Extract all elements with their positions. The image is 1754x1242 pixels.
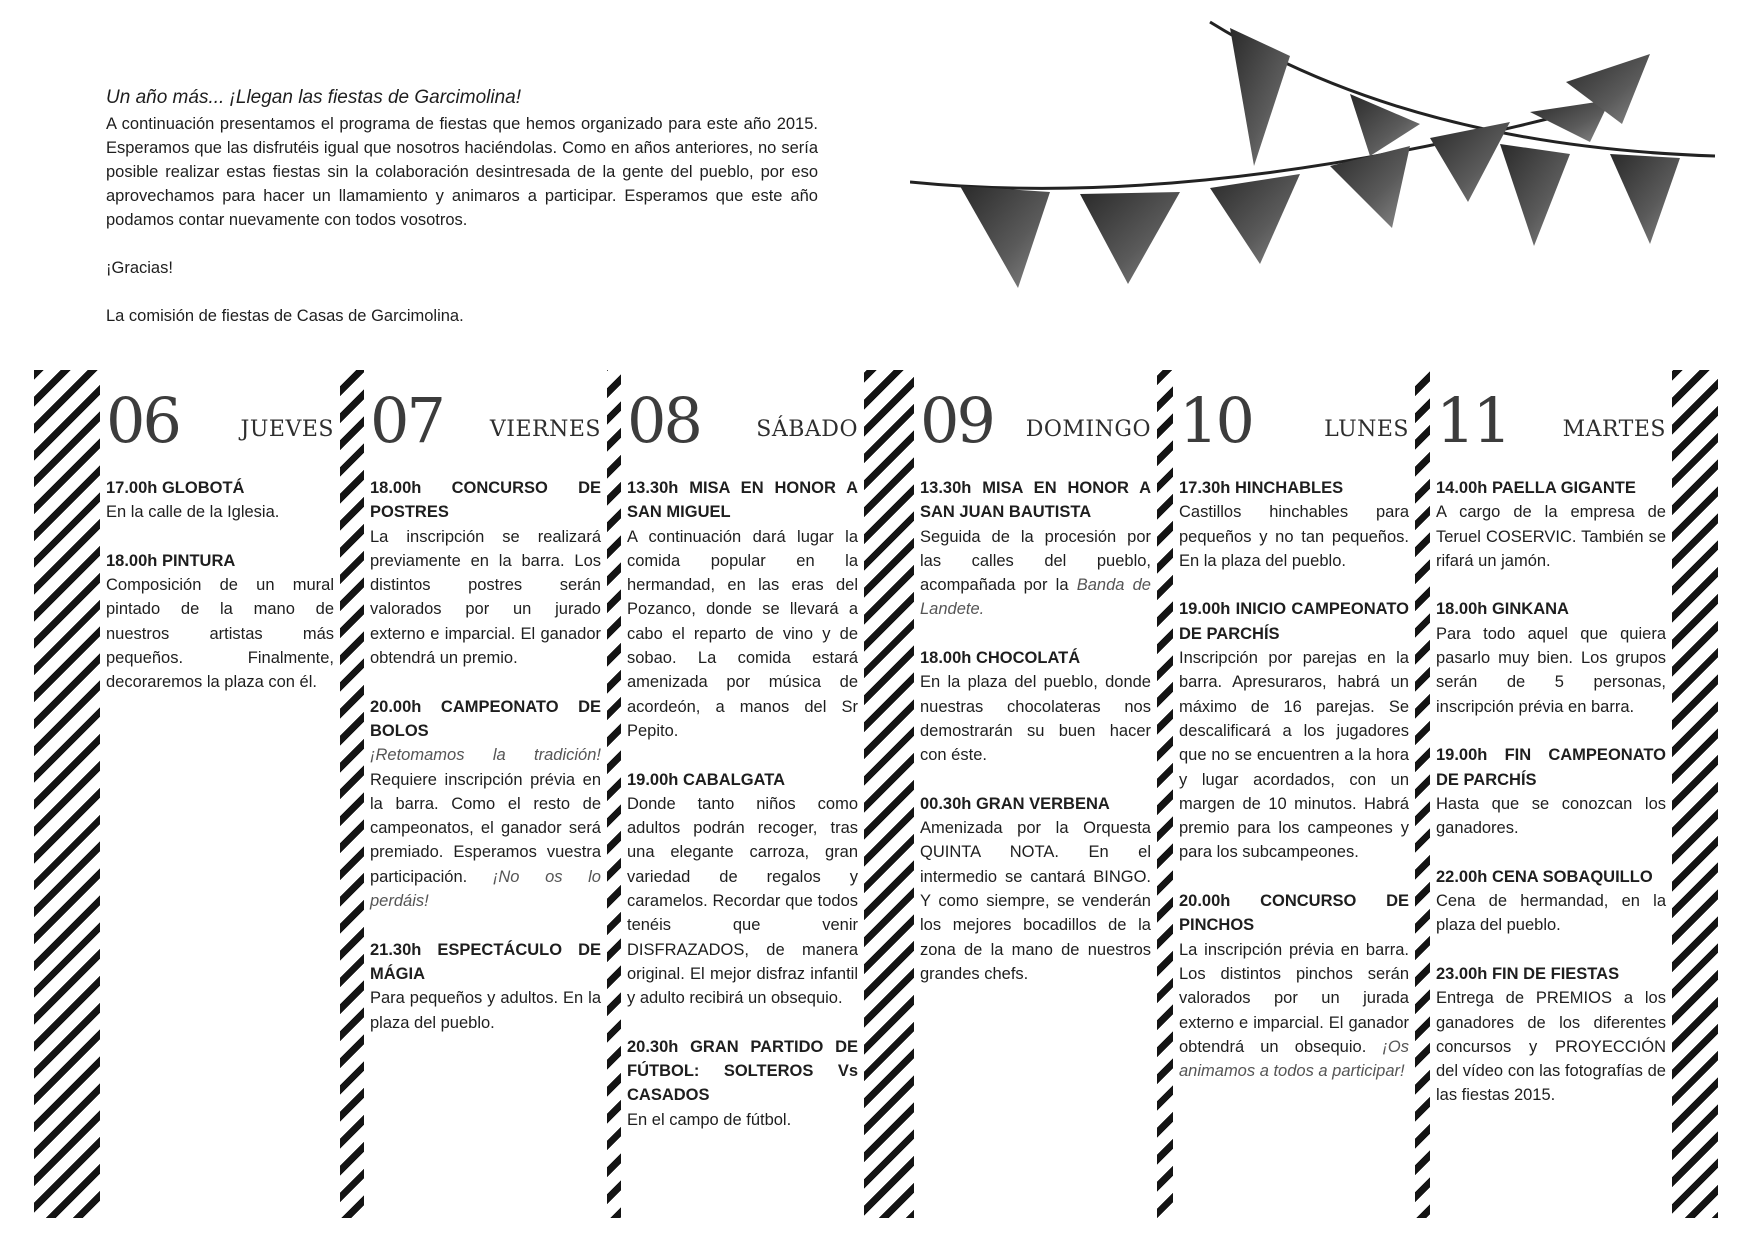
intro-title: Un año más... ¡Llegan las fiestas de Garcimolina! (106, 87, 522, 108)
bunting-decoration (910, 16, 1718, 306)
event-item (920, 646, 1151, 767)
event-italic-note: ¡No os lo perdáis! (370, 867, 601, 911)
event-title: 17.30h HINCHABLES (1179, 479, 1344, 497)
day-name: MARTES (1562, 417, 1666, 442)
day-column-06 (100, 370, 340, 1218)
bunting-flag (1610, 154, 1680, 244)
event-title: 23.00h FIN DE FIESTAS (1436, 964, 1620, 983)
day-header (370, 384, 601, 457)
event-item (1179, 476, 1409, 573)
event-item (106, 476, 334, 525)
event-list (1179, 476, 1409, 1083)
bunting-flag (1430, 122, 1510, 202)
event-description: En el campo de fútbol. (627, 1110, 792, 1129)
event-title: 17.00h GLOBOTÁ (106, 479, 245, 497)
event-title: 19.00h CABALGATA (627, 770, 785, 789)
event-title: 00.30h GRAN VERBENA (920, 794, 1110, 813)
event-item (627, 476, 858, 743)
event-list (627, 476, 858, 1132)
event-title: 19.00h INICIO CAMPEONATO DE PARCHÍS (1179, 600, 1409, 643)
event-title: 13.30h MISA EN HONOR A SAN MIGUEL (627, 479, 858, 522)
day-header (1179, 384, 1409, 457)
event-description: Hasta que se conozcan los ganadores. (1436, 794, 1666, 838)
event-description: Inscripción por parejas en la barra. Apresuraros, habrá un máximo de 16 parejas. Se descalificará a los jugadores que no se encuentren a la hora y lugar acordados, con un margen de 10 minutos. Habrá premio para los campeones y para los subcampeones. (1179, 649, 1409, 862)
day-number: 09 (920, 384, 993, 457)
event-description: Castillos hinchables para pequeños y no tan pequeños. En la plaza del pueblo. (1179, 503, 1409, 570)
day-header (1436, 384, 1666, 457)
event-description: A continuación dará lugar la comida popular en la hermandad, en las eras del Pozanco, donde se llevará a cabo el reparto de vino y de sobao. La comida estará amenizada por música de acordeón, a manos del Sr Pepito. (627, 527, 858, 740)
event-italic-note: Banda de Landete. (920, 576, 1151, 619)
day-number: 06 (106, 384, 179, 457)
day-name: DOMINGO (1025, 417, 1151, 442)
day-header (627, 384, 858, 457)
event-list (920, 476, 1151, 986)
bunting-flag (1230, 28, 1290, 166)
intro-signature: La comisión de fiestas de Casas de Garcimolina. (106, 307, 464, 325)
event-description: Para todo aquel que quiera pasarlo muy bien. Los grupos serán de 5 personas, inscripción prévia en barra. (1436, 624, 1666, 716)
event-item (1436, 962, 1666, 1108)
event-description: Composición de un mural pintado de la mano de nuestros artistas más pequeños. Finalmente, decoraremos la plaza con él. (106, 576, 334, 692)
intro-section (106, 86, 818, 328)
event-title: 20.30h GRAN PARTIDO DE FÚTBOL: SOLTEROS Vs CASADOS (627, 1037, 858, 1105)
day-header (106, 384, 334, 457)
event-item (1436, 743, 1666, 840)
event-italic-note: ¡Retomamos la tradición! (370, 746, 601, 765)
day-number: 07 (370, 384, 443, 457)
event-title: 19.00h FIN CAMPEONATO DE PARCHÍS (1436, 746, 1666, 789)
day-header (920, 384, 1151, 457)
event-title: 20.00h CONCURSO DE PINCHOS (1179, 892, 1409, 935)
event-description: En la calle de la Iglesia. (106, 503, 280, 522)
event-item (920, 792, 1151, 986)
day-number: 10 (1179, 384, 1252, 457)
event-description: En la plaza del pueblo, donde nuestras chocolateras nos demostrarán su buen hacer con éste. (920, 673, 1151, 765)
event-description (370, 743, 601, 913)
intro-thanks: ¡Gracias! (106, 259, 173, 277)
event-description: Para pequeños y adultos. En la plaza del pueblo. (370, 989, 601, 1032)
event-list (106, 476, 334, 695)
event-description: A cargo de la empresa de Teruel COSERVIC. También se rifará un jamón. (1436, 503, 1666, 570)
event-italic-note: ¡Os animamos a todos a participar! (1179, 1037, 1409, 1081)
event-text: La inscripción prévia en barra. Los distintos pinchos serán valorados por un jurada externo e imparcial. El ganador obtendrá un obsequio. (1179, 940, 1409, 1056)
event-description (920, 525, 1151, 622)
day-column-11 (1430, 370, 1672, 1218)
bunting-flag (960, 186, 1050, 288)
bunting-flag (1080, 192, 1180, 284)
intro-body: A continuación presentamos el programa de fiestas que hemos organizado para este año 2015. Esperamos que las disfrutéis igual que nosotros haciéndolas. Como en años anteriores, no sería posible realizar estas fiestas sin la colaboración desintresada de la gente del pueblo, por eso aprovechamos para hacer un llamamiento y animaros a participar. Esperamos que este año podamos contar nuevamente con todos vosotros. (106, 115, 818, 229)
event-description: Cena de hermandad, en la plaza del pueblo. (1436, 892, 1666, 935)
event-description: Amenizada por la Orquesta QUINTA NOTA. En el intermedio se cantará BINGO. Y como siempre, se venderán los mejores bocadillos de la zona de la mano de nuestros grandes chefs. (920, 819, 1151, 983)
event-description: Donde tanto niños como adultos podrán recoger, tras una elegante carroza, gran variedad de regalos y caramelos. Recordar que todos tenéis que venir DISFRAZADOS, de manera original. El mejor disfraz infantil y adulto recibirá un obsequio. (627, 794, 858, 1008)
event-item (370, 476, 601, 670)
day-name: VIERNES (489, 417, 601, 442)
day-column-08 (621, 370, 864, 1218)
event-title: 13.30h MISA EN HONOR A SAN JUAN BAUTISTA (920, 479, 1151, 522)
event-item (1436, 865, 1666, 938)
bunting-flag (1500, 144, 1570, 246)
event-text: Requiere inscripción prévia en la barra. Como el resto de campeonatos, el ganador será premiado. Esperamos vuestra participación. (370, 770, 601, 886)
day-column-07 (364, 370, 607, 1218)
event-title: 18.00h CHOCOLATÁ (920, 649, 1081, 668)
bunting-flag (1210, 174, 1300, 264)
bunting-flag (1330, 146, 1410, 228)
event-description (1179, 938, 1409, 1084)
event-item (1179, 597, 1409, 864)
day-column-09 (914, 370, 1157, 1218)
event-item (920, 476, 1151, 622)
event-title: 18.00h GINKANA (1436, 600, 1569, 619)
day-name: SÁBADO (756, 417, 858, 442)
event-text: Seguida de la procesión por las calles del pueblo, acompañada por la (920, 527, 1151, 595)
day-name: JUEVES (240, 417, 334, 442)
day-number: 11 (1436, 384, 1509, 457)
event-title: 18.00h PINTURA (106, 551, 236, 570)
event-list (370, 476, 601, 1035)
event-item (1436, 476, 1666, 573)
event-item (370, 938, 601, 1035)
event-item (106, 549, 334, 695)
event-title: 18.00h CONCURSO DE POSTRES (370, 479, 601, 522)
event-title: 21.30h ESPECTÁCULO DE MÁGIA (370, 940, 601, 983)
day-name: LUNES (1324, 417, 1409, 442)
event-item (627, 768, 858, 1011)
event-description: La inscripción se realizará previamente en la barra. Los distintos postres serán valorados por un jurado externo e imparcial. El ganador obtendrá un premio. (370, 527, 601, 668)
day-number: 08 (627, 384, 700, 457)
event-list (1436, 476, 1666, 1108)
event-description: Entrega de PREMIOS a los ganadores de los diferentes concursos y PROYECCIÓN del vídeo con las fotografías de las fiestas 2015. (1436, 989, 1666, 1105)
event-title: 20.00h CAMPEONATO DE BOLOS (370, 697, 601, 740)
event-item (627, 1035, 858, 1132)
event-item (1436, 597, 1666, 718)
event-title: 14.00h PAELLA GIGANTE (1436, 479, 1636, 497)
event-title: 22.00h CENA SOBAQUILLO (1436, 867, 1653, 886)
event-item (370, 695, 601, 914)
day-column-10 (1173, 370, 1415, 1218)
event-item (1179, 889, 1409, 1083)
